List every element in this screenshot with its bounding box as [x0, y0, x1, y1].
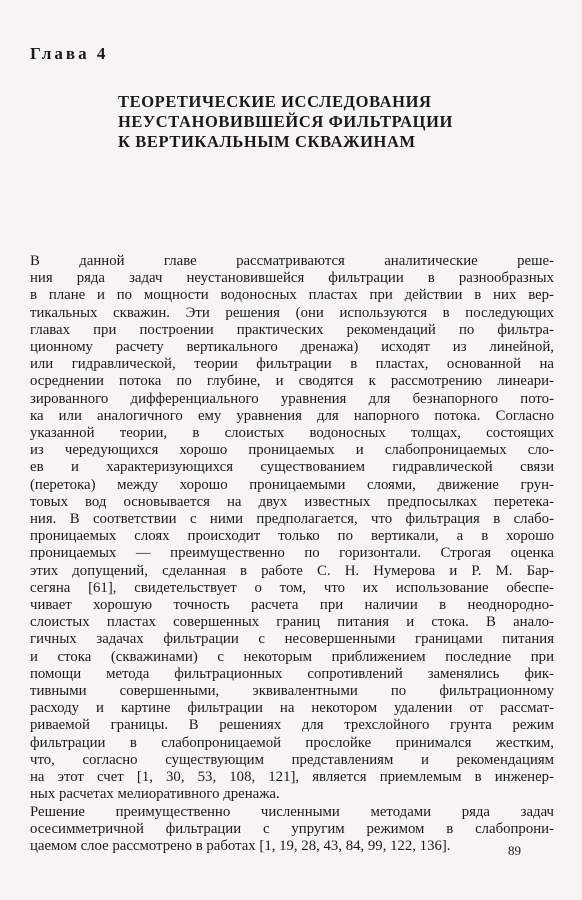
- text-line: ния. В соответствии с ними предполагается, что фильтрация в слабо-: [30, 511, 554, 528]
- text-line: что, согласно существующим представлениям и рекомендациям: [30, 751, 554, 768]
- text-line: тивными совершенными, эквивалентными по фильтрационному: [30, 683, 554, 700]
- text-line: зированного дифференциального уравнения для безнапорного пото-: [30, 390, 554, 407]
- text-line: указанной теории, в слоистых водоносных толщах, состоящих: [30, 425, 554, 442]
- text-line: помощи метода фильтрационных сопротивлений заменялись фик-: [30, 665, 554, 682]
- text-line: или гидравлической, теории фильтрации в пластах, основанной на: [30, 356, 554, 373]
- text-line: фильтрации в слабопроницаемой прослойке принимался жестким,: [30, 734, 554, 751]
- text-line: и стока (скважинами) с некоторым приближением последние при: [30, 648, 554, 665]
- text-line: Решение преимущественно численными методами ряда задач: [30, 803, 554, 820]
- text-line: чивает хорошую точность расчета при наличии в неоднородно-: [30, 597, 554, 614]
- text-line: (перетока) между хорошо проницаемыми слоями, движение грун-: [30, 476, 554, 493]
- text-line: ев и характеризующихся существованием гидравлической связи: [30, 459, 554, 476]
- text-line: ных расчетах мелиоративного дренажа.: [30, 786, 280, 803]
- text-line: этих допущений, сделанная в работе С. Н. Нумерова и Р. М. Бар-: [30, 562, 554, 579]
- text-line: проницаемых слоях происходит только по вертикали, а в хорошо: [30, 528, 554, 545]
- text-line: осесимметричной фильтрации с упругим режимом в слабопрони-: [30, 820, 554, 837]
- text-line: из чередующихся хорошо проницаемых и слабопроницаемых сло-: [30, 442, 554, 459]
- title-line: ТЕОРЕТИЧЕСКИЕ ИССЛЕДОВАНИЯ: [118, 92, 432, 111]
- text-line: гичных задачах фильтрации с несовершенными границами питания: [30, 631, 554, 648]
- title-line: К ВЕРТИКАЛЬНЫМ СКВАЖИНАМ: [118, 132, 416, 151]
- text-line: риваемой границы. В решениях для трехслойного грунта режим: [30, 717, 554, 734]
- title-line: НЕУСТАНОВИВШЕЙСЯ ФИЛЬТРАЦИИ: [118, 112, 453, 131]
- text-line: проницаемых — преимущественно по горизонтали. Строгая оценка: [30, 545, 554, 562]
- body-text: [30, 253, 554, 855]
- chapter-heading: Глава 4: [30, 44, 109, 63]
- text-line: ционному расчету вертикального дренажа) исходят из линейной,: [30, 339, 554, 356]
- text-line: осреднении потока по глубине, и сводятся к рассмотрению линеари-: [30, 373, 554, 390]
- text-line: тикальных скважин. Эти решения (они используются в последующих: [30, 304, 554, 321]
- text-line: на этот счет [1, 30, 53, 108, 121], является приемлемым в инженер-: [30, 769, 554, 786]
- page-number: 89: [508, 843, 521, 858]
- text-line: в плане и по мощности водоносных пластах при действии в них вер-: [30, 287, 554, 304]
- text-line: сегяна [61], свидетельствует о том, что их использование обеспе-: [30, 579, 554, 596]
- text-line: товых вод основывается на двух известных предпосылках перетека-: [30, 493, 554, 510]
- text-line: главах при построении практических рекомендаций по фильтра-: [30, 321, 554, 338]
- text-line: расходу и картине фильтрации на некотором удалении от рассмат-: [30, 700, 554, 717]
- text-line: В данной главе рассматриваются аналитические реше-: [30, 253, 554, 269]
- chapter-title: [118, 92, 478, 152]
- text-line: ния ряда задач неустановившейся фильтрации в разнообразных: [30, 270, 554, 287]
- text-line: ка или аналогичного ему уравнения для напорного потока. Согласно: [30, 407, 554, 424]
- text-line: цаемом слое рассмотрено в работах [1, 19, 28, 43, 84, 99, 122, 136].: [30, 837, 451, 854]
- text-line: слоистых пластах совершенных границ питания и стока. В анало-: [30, 614, 554, 631]
